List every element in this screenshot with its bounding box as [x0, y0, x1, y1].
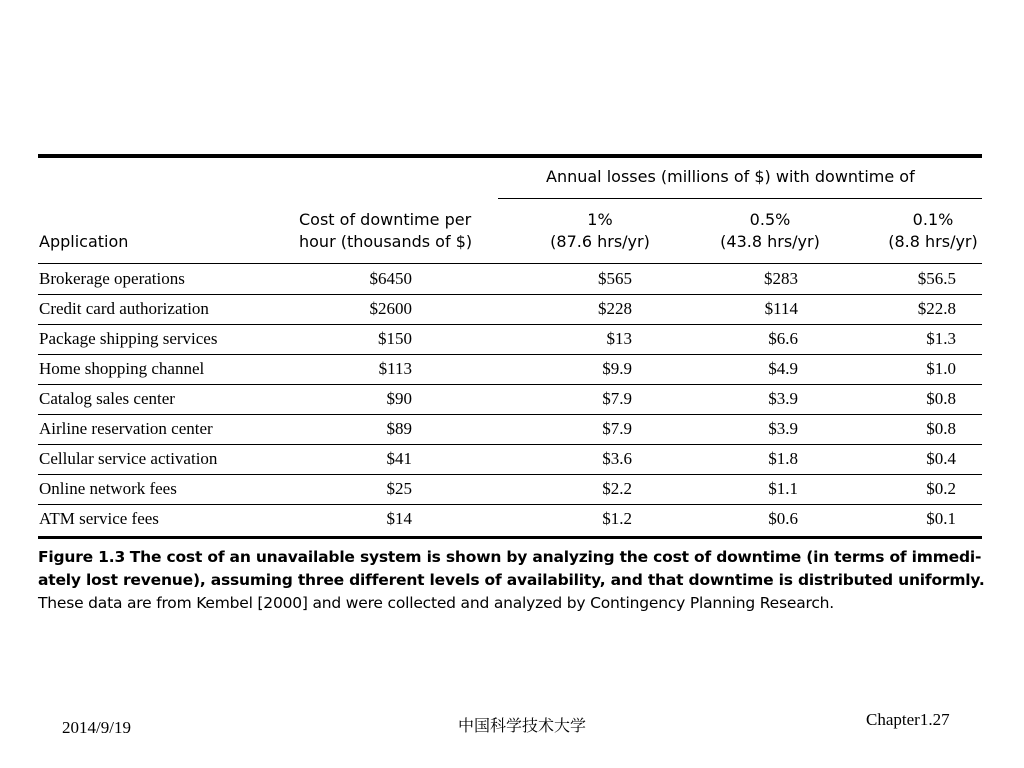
cell-loss-05pct: $1.8 [768, 449, 798, 468]
caption-plain-text: These data are from Kembel [2000] and were collected and analyzed by Contingency Planning Research. [38, 594, 834, 612]
cell-loss-1pct: $9.9 [602, 359, 632, 378]
cell-loss-1pct: $228 [598, 299, 632, 318]
cell-loss-01pct: $0.8 [926, 389, 956, 408]
figure-caption [38, 546, 988, 615]
cell-loss-01pct: $22.8 [917, 299, 956, 318]
table-bottom-rule [38, 536, 982, 539]
cell-application: Home shopping channel [39, 359, 205, 378]
cell-loss-1pct: $3.6 [602, 449, 632, 468]
cell-loss-1pct: $7.9 [602, 389, 632, 408]
cell-cost: $90 [386, 389, 412, 408]
cell-cost: $113 [378, 359, 412, 378]
cell-loss-05pct: $6.6 [768, 329, 798, 348]
cell-application: Catalog sales center [39, 389, 175, 408]
cell-cost: $89 [386, 419, 412, 438]
cell-loss-1pct: $1.2 [602, 509, 632, 528]
header-p01-line1: 0.1% [912, 210, 954, 229]
cell-cost: $25 [386, 479, 412, 498]
cell-loss-05pct: $4.9 [768, 359, 798, 378]
table-top-rule [38, 154, 982, 158]
cell-loss-05pct: $3.9 [768, 419, 798, 438]
cell-loss-1pct: $13 [606, 329, 632, 348]
cell-cost: $6450 [369, 269, 412, 288]
header-p05-line2: (43.8 hrs/yr) [720, 232, 820, 251]
cell-cost: $14 [386, 509, 412, 528]
cell-cost: $2600 [369, 299, 412, 318]
cell-cost: $150 [378, 329, 412, 348]
cell-loss-05pct: $0.6 [768, 509, 798, 528]
cell-application: Credit card authorization [39, 299, 209, 318]
cell-loss-05pct: $283 [764, 269, 798, 288]
header-p1-line2: (87.6 hrs/yr) [550, 232, 650, 251]
footer-page-label: Chapter1.27 [866, 710, 950, 729]
cell-loss-01pct: $1.0 [926, 359, 956, 378]
header-cost-line2: hour (thousands of $) [299, 232, 473, 251]
header-p05-line1: 0.5% [749, 210, 791, 229]
cell-loss-1pct: $2.2 [602, 479, 632, 498]
header-p1-line1: 1% [587, 210, 613, 229]
header-application: Application [39, 232, 129, 251]
group-header: Annual losses (millions of $) with downtime of [546, 167, 915, 186]
cell-loss-01pct: $0.4 [926, 449, 956, 468]
cell-loss-1pct: $7.9 [602, 419, 632, 438]
cell-loss-01pct: $0.8 [926, 419, 956, 438]
group-header-rule [498, 198, 982, 199]
caption-bold-text: The cost of an unavailable system is shown by analyzing the cost of downtime (in terms of immedi-ately lost revenue), assuming three different levels of availability, and that downtime is distributed uniformly. [38, 548, 985, 589]
cell-application: Brokerage operations [39, 269, 185, 288]
caption-label: Figure 1.3 [38, 548, 126, 566]
cell-loss-01pct: $1.3 [926, 329, 956, 348]
cell-loss-1pct: $565 [598, 269, 632, 288]
cell-loss-01pct: $0.2 [926, 479, 956, 498]
cell-application: Airline reservation center [39, 419, 213, 438]
cell-loss-01pct: $56.5 [917, 269, 956, 288]
cell-cost: $41 [386, 449, 412, 468]
cell-loss-01pct: $0.1 [926, 509, 956, 528]
cell-application: ATM service fees [39, 509, 159, 528]
cell-application: Cellular service activation [39, 449, 218, 468]
cell-application: Online network fees [39, 479, 177, 498]
cell-loss-05pct: $1.1 [768, 479, 798, 498]
footer-organization: 中国科学技术大学 [458, 716, 587, 735]
cell-application: Package shipping services [39, 329, 218, 348]
cell-loss-05pct: $3.9 [768, 389, 798, 408]
header-p01-line2: (8.8 hrs/yr) [888, 232, 978, 251]
footer-date: 2014/9/19 [62, 718, 131, 737]
header-cost-line1: Cost of downtime per [299, 210, 472, 229]
cell-loss-05pct: $114 [764, 299, 798, 318]
